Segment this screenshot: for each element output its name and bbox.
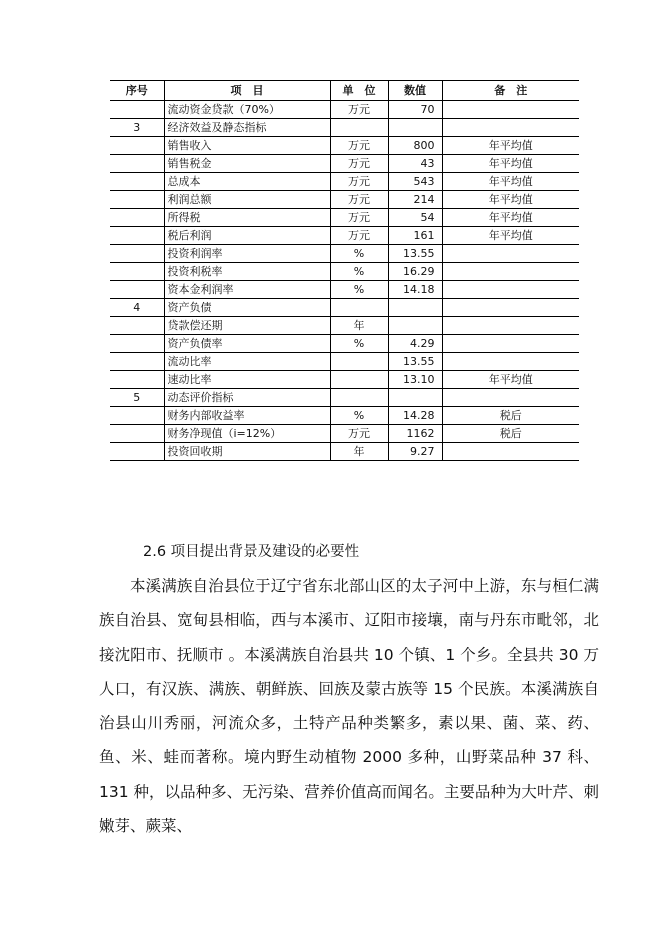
section-heading: 2.6 项目提出背景及建设的必要性	[143, 544, 360, 560]
row-note: 税后	[442, 407, 579, 425]
table-row	[110, 371, 579, 389]
row-unit: 万元	[330, 425, 388, 443]
row-seq	[110, 227, 164, 245]
row-seq: 3	[110, 119, 164, 137]
table-row	[110, 119, 579, 137]
table-row	[110, 209, 579, 227]
table-row	[110, 173, 579, 191]
row-value: 43	[388, 155, 442, 173]
row-note: 年平均值	[442, 227, 579, 245]
row-note	[442, 281, 579, 299]
header-seq: 序号	[110, 81, 164, 101]
row-seq	[110, 335, 164, 353]
row-value: 13.10	[388, 371, 442, 389]
row-value: 14.28	[388, 407, 442, 425]
row-note	[442, 389, 579, 407]
row-unit: 万元	[330, 209, 388, 227]
row-note	[442, 299, 579, 317]
row-seq	[110, 155, 164, 173]
table-header-row	[110, 81, 579, 101]
row-item: 销售收入	[164, 137, 330, 155]
row-note	[442, 317, 579, 335]
paragraph: 本溪满族自治县位于辽宁省东北部山区的太子河中上游，东与桓仁满族自治县、宽甸县相临，西与本溪市、辽阳市接壤，南与丹东市毗邻，北接沈阳市、抚顺市 。本溪满族自治县共 10 个镇、1 个乡。全县共 30 万人口，有汉族、满族、朝鲜族、回族及蒙古族等 15 个民族。本溪满族自治县山川秀丽，河流众多，土特产品种类繁多，素以果、菌、菜、药、鱼、米、蛙而著称。境内野生动植物 2000 多种，山野菜品种 37 科、131 种，以品种多、无污染、营养价值高而闻名。主要品种为大叶芹、刺嫩芽、蕨菜、	[99, 577, 599, 836]
row-item: 流动资金贷款（70%）	[164, 101, 330, 119]
table-row	[110, 353, 579, 371]
table-row	[110, 245, 579, 263]
header-item: 项 目	[164, 81, 330, 101]
row-value	[388, 299, 442, 317]
row-item: 销售税金	[164, 155, 330, 173]
row-seq	[110, 209, 164, 227]
table-row	[110, 389, 579, 407]
row-value: 543	[388, 173, 442, 191]
row-seq	[110, 281, 164, 299]
row-unit: %	[330, 335, 388, 353]
row-item: 速动比率	[164, 371, 330, 389]
row-unit: 万元	[330, 101, 388, 119]
row-value	[388, 119, 442, 137]
row-note	[442, 119, 579, 137]
row-seq	[110, 137, 164, 155]
row-item: 资产负债率	[164, 335, 330, 353]
row-note: 年平均值	[442, 173, 579, 191]
row-seq	[110, 407, 164, 425]
row-item: 资产负债	[164, 299, 330, 317]
row-note	[442, 443, 579, 461]
row-seq	[110, 245, 164, 263]
table-row	[110, 443, 579, 461]
row-seq	[110, 371, 164, 389]
row-note: 年平均值	[442, 371, 579, 389]
row-note	[442, 353, 579, 371]
row-unit: 万元	[330, 191, 388, 209]
row-unit	[330, 299, 388, 317]
row-item: 贷款偿还期	[164, 317, 330, 335]
row-seq	[110, 317, 164, 335]
row-item: 动态评价指标	[164, 389, 330, 407]
row-item: 财务内部收益率	[164, 407, 330, 425]
row-note: 年平均值	[442, 137, 579, 155]
row-value: 4.29	[388, 335, 442, 353]
row-seq	[110, 425, 164, 443]
row-unit: 万元	[330, 155, 388, 173]
row-unit: 万元	[330, 137, 388, 155]
row-seq	[110, 443, 164, 461]
row-value: 13.55	[388, 353, 442, 371]
row-item: 利润总额	[164, 191, 330, 209]
row-unit	[330, 389, 388, 407]
row-value: 800	[388, 137, 442, 155]
table-row	[110, 335, 579, 353]
row-seq	[110, 263, 164, 281]
row-seq: 4	[110, 299, 164, 317]
row-note	[442, 335, 579, 353]
row-value: 214	[388, 191, 442, 209]
row-unit: %	[330, 263, 388, 281]
row-value: 13.55	[388, 245, 442, 263]
row-note: 年平均值	[442, 191, 579, 209]
row-unit: 年	[330, 443, 388, 461]
row-item: 投资利润率	[164, 245, 330, 263]
row-seq: 5	[110, 389, 164, 407]
table-row	[110, 191, 579, 209]
header-unit: 单 位	[330, 81, 388, 101]
row-value: 54	[388, 209, 442, 227]
row-note: 年平均值	[442, 155, 579, 173]
row-item: 经济效益及静态指标	[164, 119, 330, 137]
row-value: 161	[388, 227, 442, 245]
table-row	[110, 263, 579, 281]
table-row	[110, 299, 579, 317]
row-note: 年平均值	[442, 209, 579, 227]
indicator-table	[110, 80, 579, 461]
row-note	[442, 245, 579, 263]
body-text	[99, 569, 599, 843]
table-row	[110, 227, 579, 245]
row-unit: %	[330, 281, 388, 299]
row-unit: 万元	[330, 227, 388, 245]
row-seq	[110, 191, 164, 209]
row-item: 投资回收期	[164, 443, 330, 461]
table-body	[110, 101, 579, 461]
row-note	[442, 101, 579, 119]
row-value: 9.27	[388, 443, 442, 461]
row-note	[442, 263, 579, 281]
row-item: 所得税	[164, 209, 330, 227]
row-item: 税后利润	[164, 227, 330, 245]
row-seq	[110, 101, 164, 119]
table-row	[110, 101, 579, 119]
row-value: 1162	[388, 425, 442, 443]
row-unit: 万元	[330, 173, 388, 191]
header-note: 备 注	[442, 81, 579, 101]
row-seq	[110, 353, 164, 371]
table-row	[110, 281, 579, 299]
row-value: 70	[388, 101, 442, 119]
row-note: 税后	[442, 425, 579, 443]
row-unit: 年	[330, 317, 388, 335]
row-item: 财务净现值（i=12%）	[164, 425, 330, 443]
row-item: 流动比率	[164, 353, 330, 371]
table-row	[110, 407, 579, 425]
row-item: 总成本	[164, 173, 330, 191]
row-value: 14.18	[388, 281, 442, 299]
row-unit: %	[330, 407, 388, 425]
row-item: 资本金利润率	[164, 281, 330, 299]
table-row	[110, 317, 579, 335]
table-row	[110, 425, 579, 443]
row-seq	[110, 173, 164, 191]
row-value	[388, 389, 442, 407]
row-item: 投资利税率	[164, 263, 330, 281]
table-row	[110, 137, 579, 155]
header-value: 数值	[388, 81, 442, 101]
row-unit	[330, 119, 388, 137]
row-value: 16.29	[388, 263, 442, 281]
table-row	[110, 155, 579, 173]
row-unit	[330, 353, 388, 371]
row-unit	[330, 371, 388, 389]
row-unit: %	[330, 245, 388, 263]
row-value	[388, 317, 442, 335]
